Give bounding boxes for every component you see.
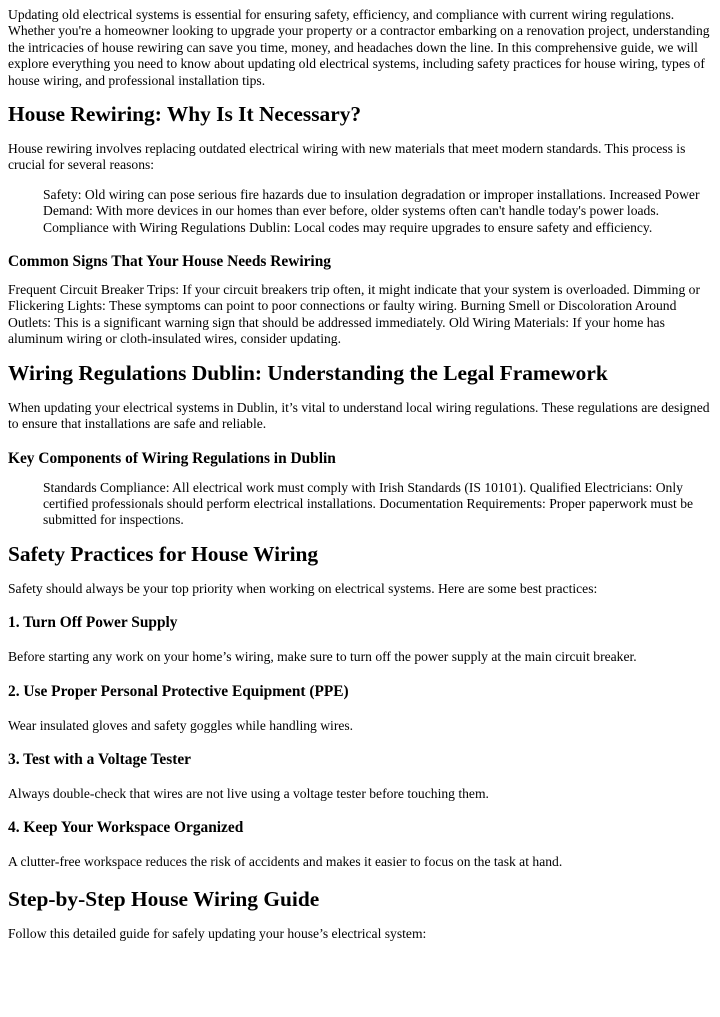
heading-safety-practices: Safety Practices for House Wiring	[8, 541, 319, 566]
heading-step-2: 2. Use Proper Personal Protective Equipment (PPE)	[8, 682, 349, 700]
heading-step-4: 4. Keep Your Workspace Organized	[8, 819, 244, 837]
step-1-paragraph: Before starting any work on your home’s wiring, make sure to turn off the power supply at the main circuit breaker.	[8, 649, 637, 665]
heading-wiring-regulations: Wiring Regulations Dublin: Understanding the Legal Framework	[8, 360, 608, 385]
intro-paragraph: Updating old electrical systems is essential for ensuring safety, efficiency, and compliance with current wiring regulations. Whether you're a homeowner looking to upgrade your property or a contractor embarking on a renovation project, understanding the intricacies of house rewiring can save you time, money, and headaches down the line. In this comprehensive guide, we will explore everything you need to know about updating old electrical systems, including safety practices for house wiring, types of house wiring, and professional installation tips.	[8, 7, 710, 88]
rewiring-paragraph: House rewiring involves replacing outdated electrical wiring with new materials that meet modern standards. This process is crucial for several reasons:	[8, 141, 686, 173]
guide-paragraph: Follow this detailed guide for safely updating your house’s electrical system:	[8, 925, 427, 941]
heading-house-rewiring: House Rewiring: Why Is It Necessary?	[8, 102, 362, 127]
step-4-paragraph: A clutter-free workspace reduces the risk of accidents and makes it easier to focus on the task at hand.	[8, 854, 563, 870]
heading-step-1: 1. Turn Off Power Supply	[8, 614, 178, 632]
heading-step-3: 3. Test with a Voltage Tester	[8, 750, 191, 768]
signs-paragraph: Frequent Circuit Breaker Trips: If your circuit breakers trip often, it might indicate that your system is overloaded. Dimming or Flickering Lights: These symptoms can point to poor connections or faulty wiring. Burning Smell or Discoloration Around Outlets: This is a significant warning sign that should be addressed immediately. Old Wiring Materials: If your home has aluminum wiring or cloth-insulated wires, consider updating.	[8, 282, 700, 347]
step-2-paragraph: Wear insulated gloves and safety goggles while handling wires.	[8, 717, 354, 733]
step-3-paragraph: Always double-check that wires are not live using a voltage tester before touching them.	[8, 785, 489, 801]
rewiring-reasons-quote: Safety: Old wiring can pose serious fire hazards due to insulation degradation or improper installations. Increased Power Demand: With more devices in our homes than ever before, older systems often can't handle today's power loads. Compliance with Wiring Regulations Dublin: Local codes may require upgrades to ensure safety and efficiency.	[43, 186, 700, 235]
heading-key-components: Key Components of Wiring Regulations in Dublin	[8, 449, 336, 467]
heading-common-signs: Common Signs That Your House Needs Rewiring	[8, 253, 331, 271]
components-quote: Standards Compliance: All electrical work must comply with Irish Standards (IS 10101). Qualified Electricians: Only certified professionals should perform electrical installations. Documentation Requirements: Proper paperwork must be submitted for inspections.	[43, 479, 694, 528]
regulations-paragraph: When updating your electrical systems in Dublin, it’s vital to understand local wiring regulations. These regulations are designed to ensure that installations are safe and reliable.	[8, 399, 710, 432]
safety-paragraph: Safety should always be your top priority when working on electrical systems. Here are some best practices:	[8, 580, 598, 596]
heading-step-by-step-guide: Step-by-Step House Wiring Guide	[8, 886, 320, 911]
